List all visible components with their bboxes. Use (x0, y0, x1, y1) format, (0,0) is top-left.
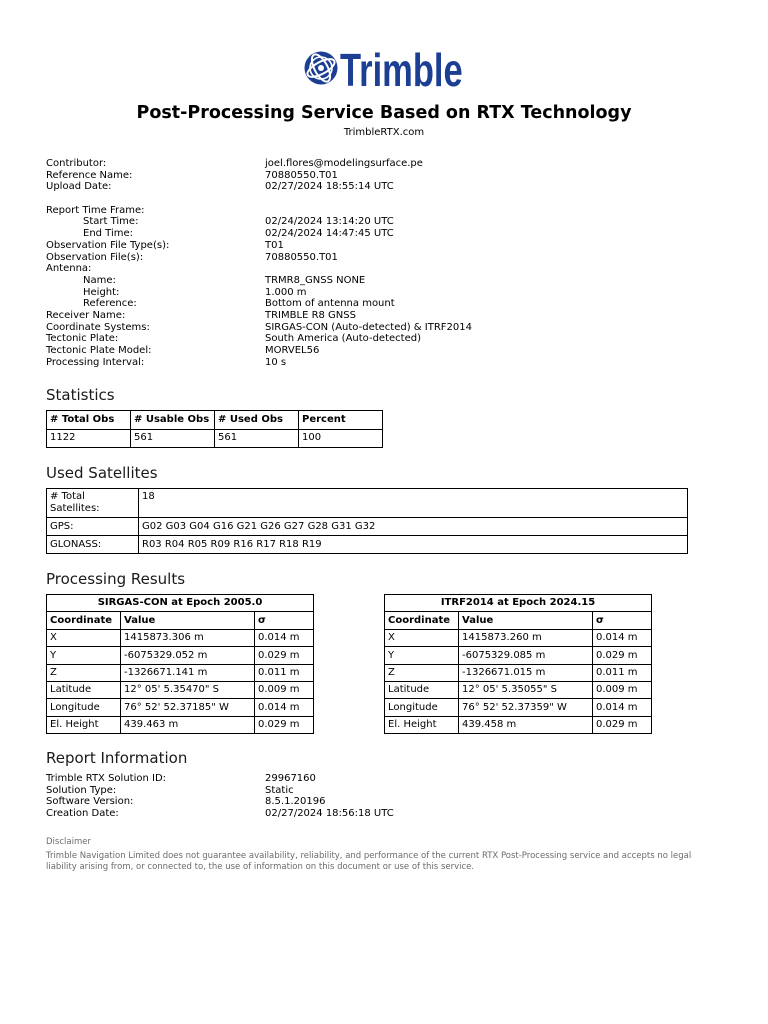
value-cell: 1415873.260 m (459, 629, 593, 646)
satellite-label-cell: GPS: (47, 518, 139, 536)
info-value: Bottom of antenna mount (265, 298, 395, 310)
statistics-heading: Statistics (46, 386, 115, 404)
usable-obs-cell: 561 (131, 429, 215, 448)
info-value: TRMR8_GNSS NONE (265, 274, 366, 286)
table-row (47, 429, 383, 448)
info-value: Static (265, 784, 294, 796)
results-table-itrf2014 (384, 594, 652, 734)
satellite-value-cell: G02 G03 G04 G16 G21 G26 G27 G28 G31 G32 (139, 518, 688, 536)
value-cell: 76° 52' 52.37185" W (121, 699, 255, 716)
coordinate-cell: Z (385, 664, 459, 681)
statistics-table (46, 410, 383, 448)
table-row (385, 647, 652, 664)
column-header: σ (255, 612, 314, 629)
table-title-row (47, 595, 314, 612)
report-details (46, 158, 706, 368)
table-row (385, 699, 652, 716)
satellite-label-cell: GLONASS: (47, 536, 139, 554)
info-label: End Time: (83, 228, 134, 240)
info-label: Creation Date: (46, 808, 119, 820)
info-value: South America (Auto-detected) (265, 333, 421, 345)
info-value: TRIMBLE R8 GNSS (265, 309, 356, 321)
info-label: Upload Date: (46, 181, 112, 193)
info-row-antenna-reference (46, 298, 706, 310)
info-value: T01 (265, 239, 284, 251)
info-value: joel.flores@modelingsurface.pe (265, 158, 423, 169)
table-header-row (385, 612, 652, 629)
table-header-row (47, 612, 314, 629)
info-row-contributor (46, 158, 706, 170)
percent-cell: 100 (299, 429, 383, 448)
table-title-row (385, 595, 652, 612)
info-row-observation-file-types (46, 240, 706, 252)
coordinate-cell: Latitude (385, 681, 459, 698)
table-row (47, 518, 688, 536)
info-value: 29967160 (265, 773, 316, 784)
info-row-end-time (46, 228, 706, 240)
info-row-tectonic-plate-model (46, 345, 706, 357)
value-cell: -1326671.015 m (459, 664, 593, 681)
column-header: σ (593, 612, 652, 629)
sigma-cell: 0.014 m (593, 629, 652, 646)
column-header: # Used Obs (215, 411, 299, 430)
spacer (46, 193, 706, 205)
sigma-cell: 0.014 m (255, 699, 314, 716)
table-row (47, 629, 314, 646)
value-cell: 12° 05' 5.35055" S (459, 681, 593, 698)
info-row-tectonic-plate (46, 333, 706, 345)
info-label: Height: (83, 286, 120, 298)
info-label: Trimble RTX Solution ID: (46, 773, 167, 784)
sigma-cell: 0.029 m (593, 716, 652, 733)
page-title: Post-Processing Service Based on RTX Technology (136, 103, 632, 123)
info-row-antenna-height (46, 287, 706, 299)
info-label: Contributor: (46, 158, 107, 169)
info-label: Start Time: (83, 216, 139, 228)
info-value: 70880550.T01 (265, 251, 338, 263)
sigma-cell: 0.009 m (593, 681, 652, 698)
column-header: Percent (299, 411, 383, 430)
coordinate-cell: Latitude (47, 681, 121, 698)
column-header: Coordinate (385, 612, 459, 629)
info-row-solution-id (46, 773, 706, 785)
table-row (47, 536, 688, 554)
report-information (46, 773, 706, 820)
info-label: Observation File(s): (46, 251, 144, 263)
info-value: 02/24/2024 14:47:45 UTC (265, 228, 394, 240)
info-value: 70880550.T01 (265, 169, 338, 181)
coordinate-cell: Longitude (47, 699, 121, 716)
coordinate-cell: Y (47, 647, 121, 664)
info-row-coordinate-systems (46, 322, 706, 334)
processing-results-heading: Processing Results (46, 570, 186, 588)
info-label: Antenna: (46, 263, 92, 275)
table-row (47, 699, 314, 716)
sigma-cell: 0.014 m (255, 629, 314, 646)
table-title: SIRGAS-CON at Epoch 2005.0 (47, 595, 314, 612)
table-row (385, 716, 652, 733)
info-value: 02/27/2024 18:55:14 UTC (265, 181, 394, 193)
value-cell: -6075329.085 m (459, 647, 593, 664)
coordinate-cell: Longitude (385, 699, 459, 716)
info-row-antenna (46, 263, 706, 275)
info-row-upload-date (46, 181, 706, 193)
info-label: Software Version: (46, 796, 134, 808)
value-cell: 439.458 m (459, 716, 593, 733)
table-row (47, 647, 314, 664)
info-value: 1.000 m (265, 286, 307, 298)
value-cell: 1415873.306 m (121, 629, 255, 646)
coordinate-cell: El. Height (385, 716, 459, 733)
disclaimer-label: Disclaimer (46, 837, 91, 847)
disclaimer-text: Trimble Navigation Limited does not guarantee availability, reliability, and performance of the current RTX Post-Processing service and accepts no legal liability arising from, or connected to, the use of information on this document or use of this service. (46, 850, 692, 872)
info-value: 02/24/2024 13:14:20 UTC (265, 216, 394, 228)
info-row-software-version (46, 796, 706, 808)
info-row-antenna-name (46, 275, 706, 287)
info-label: Processing Interval: (46, 356, 145, 368)
page-subtitle: TrimbleRTX.com (343, 127, 425, 138)
table-row (47, 489, 688, 518)
info-label: Tectonic Plate: (46, 333, 119, 345)
results-table-sirgas-con (46, 594, 314, 734)
value-cell: -1326671.141 m (121, 664, 255, 681)
info-label: Observation File Type(s): (46, 239, 170, 251)
table-row (47, 664, 314, 681)
report-information-heading: Report Information (46, 749, 188, 767)
trimble-globe-icon (303, 49, 339, 87)
sigma-cell: 0.009 m (255, 681, 314, 698)
info-label: Receiver Name: (46, 309, 126, 321)
table-row (385, 664, 652, 681)
info-label: Tectonic Plate Model: (46, 345, 152, 356)
value-cell: -6075329.052 m (121, 647, 255, 664)
info-label: Reference Name: (46, 169, 133, 181)
coordinate-cell: X (385, 629, 459, 646)
column-header: # Usable Obs (131, 411, 215, 430)
sigma-cell: 0.029 m (593, 647, 652, 664)
satellite-value-cell: 18 (139, 489, 688, 518)
column-header: Value (121, 612, 255, 629)
column-header: # Total Obs (47, 411, 131, 430)
info-value: MORVEL56 (265, 345, 320, 356)
value-cell: 12° 05' 5.35470" S (121, 681, 255, 698)
table-row (385, 629, 652, 646)
coordinate-cell: El. Height (47, 716, 121, 733)
sigma-cell: 0.011 m (255, 664, 314, 681)
value-cell: 76° 52' 52.37359" W (459, 699, 593, 716)
total-obs-cell: 1122 (47, 429, 131, 448)
table-header-row (47, 411, 383, 430)
info-row-processing-interval (46, 357, 706, 369)
info-label: Report Time Frame: (46, 204, 145, 216)
info-row-observation-files (46, 252, 706, 264)
info-label: Solution Type: (46, 784, 117, 796)
info-row-solution-type (46, 785, 706, 797)
used-obs-cell: 561 (215, 429, 299, 448)
info-value: SIRGAS-CON (Auto-detected) & ITRF2014 (265, 321, 472, 333)
info-row-reference-name (46, 170, 706, 182)
used-satellites-table (46, 488, 688, 554)
satellite-label-cell: # Total Satellites: (47, 489, 139, 518)
sigma-cell: 0.029 m (255, 647, 314, 664)
value-cell: 439.463 m (121, 716, 255, 733)
table-title: ITRF2014 at Epoch 2024.15 (385, 595, 652, 612)
info-row-start-time (46, 216, 706, 228)
column-header: Value (459, 612, 593, 629)
column-header: Coordinate (47, 612, 121, 629)
info-label: Name: (83, 274, 116, 286)
info-value: 10 s (265, 356, 287, 368)
used-satellites-heading: Used Satellites (46, 464, 158, 482)
trimble-wordmark: Trimble (340, 44, 463, 96)
sigma-cell: 0.029 m (255, 716, 314, 733)
coordinate-cell: X (47, 629, 121, 646)
info-row-report-time-frame (46, 205, 706, 217)
table-row (385, 681, 652, 698)
coordinate-cell: Y (385, 647, 459, 664)
info-value: 02/27/2024 18:56:18 UTC (265, 808, 394, 820)
coordinate-cell: Z (47, 664, 121, 681)
info-label: Coordinate Systems: (46, 321, 150, 333)
info-label: Reference: (83, 298, 137, 310)
info-value: 8.5.1.20196 (265, 796, 326, 808)
sigma-cell: 0.011 m (593, 664, 652, 681)
info-row-creation-date (46, 808, 706, 820)
table-row (47, 681, 314, 698)
info-row-receiver-name (46, 310, 706, 322)
satellite-value-cell: R03 R04 R05 R09 R16 R17 R18 R19 (139, 536, 688, 554)
table-row (47, 716, 314, 733)
sigma-cell: 0.014 m (593, 699, 652, 716)
